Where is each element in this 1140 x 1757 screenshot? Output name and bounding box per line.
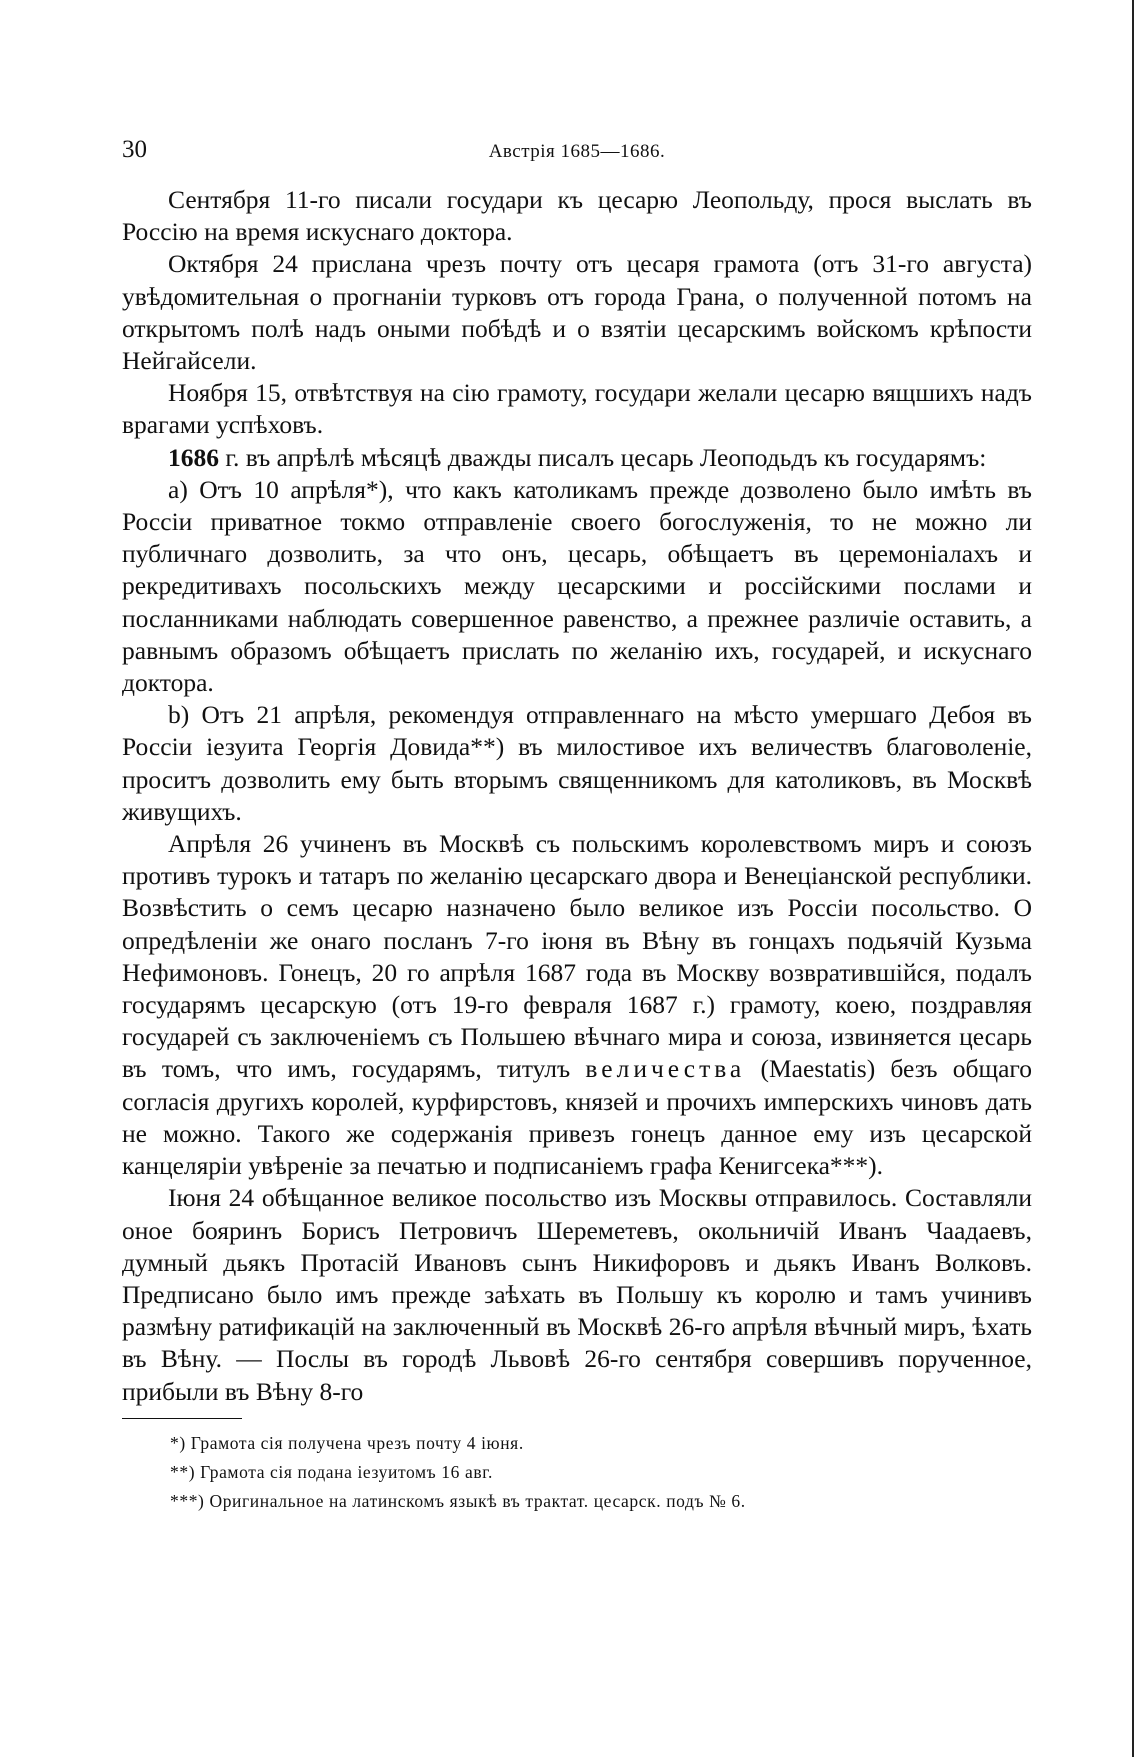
paragraph: Октября 24 прислана чрезъ почту отъ цесаря грамота (отъ 31-го августа) увѣдомительная о прогнаніи турковъ отъ города Грана, о полученной потомъ на открытомъ полѣ надъ оными побѣдѣ и о взятіи цесарскимъ войскомъ крѣпости Нейгайсели. — [122, 249, 1032, 376]
paragraph: Сентября 11-го писали государи къ цесарю Леопольду, прося выслать въ Россію на время искуснаго доктора. — [122, 185, 1032, 247]
paragraph — [122, 828, 1032, 1182]
book-page — [122, 132, 1032, 1516]
paragraph: a) Отъ 10 апрѣля*), что какъ католикамъ прежде дозволено было имѣть въ Россіи приватное токмо отправленіе своего богослуженія, то не можно ли публичнаго дозволить, за что онъ, цесарь, обѣщаетъ въ церемоніалахъ и рекредитивахъ посольскихъ между цесарскими и россійскими послами и посланниками наблюдать совершенное равенство, а прежнее различіе оставить, а равнымъ образомъ обѣщаетъ прислать по желанію ихъ, государей, и искуснаго доктора. — [122, 474, 1032, 698]
paragraph-text: (Maestatis) безъ общаго согласія другихъ королей, курфирстовъ, князей и прочихъ имперскихъ чиновъ дать не можно. Такого же содержанія привезъ гонецъ данное ему изъ цесарской канцеляріи увѣреніе за печатью и подписаніемъ графа Кенигсека***). — [122, 1054, 1032, 1181]
paragraph: Ноября 15, отвѣтствуя на сію грамоту, государи желали цесарю вящшихъ надъ врагами успѣховъ. — [122, 378, 1032, 440]
footnote-rule — [122, 1418, 242, 1419]
paragraph-text: г. въ апрѣлѣ мѣсяцѣ дважды писалъ цесарь Леоподьдъ къ государямъ: — [219, 442, 987, 472]
year-heading: 1686 — [168, 442, 219, 472]
running-title: Австрія 1685—1686. — [488, 141, 666, 162]
page-number: 30 — [122, 136, 147, 163]
paragraph — [122, 442, 1032, 474]
footnote: *) Грамота сія получена чрезъ почту 4 іюня. — [170, 1432, 524, 1453]
paragraph: Іюня 24 обѣщанное великое посольство изъ Москвы отправилось. Составляли оное бояринъ Борисъ Петровичъ Шереметевъ, окольничій Иванъ Чаадаевъ, думный дьякъ Протасій Ивановъ сынъ Никифоровъ и дьякъ Иванъ Волковъ. Предписано было имъ прежде заѣхать въ Польшу къ королю и тамъ учинивъ размѣну ратификацій на заключенный въ Москвѣ 26-го апрѣля вѣчный миръ, ѣхать въ Вѣну. — Послы въ городѣ Львовѣ 26-го сентября совершивъ порученное, прибыли въ Вѣну 8-го — [122, 1183, 1032, 1406]
footnote: ***) Оригинальное на латинскомъ языкѣ въ трактат. цесарск. подъ № 6. — [170, 1490, 746, 1511]
page-header — [122, 132, 1032, 172]
scan-edge-line — [1132, 0, 1134, 1757]
paragraph-text: Апрѣля 26 учиненъ въ Москвѣ съ польскимъ королевствомъ миръ и союзъ противъ турокъ и татаръ по желанію цесарскаго двора и Венеціанской республики. Возвѣстить о семъ цесарю назначено было великое изъ Россіи посольство. О опредѣленіи же онаго посланъ 7-го іюня въ Вѣну въ гонцахъ подьячій Кузьма Нефимоновъ. Гонецъ, 20 го апрѣля 1687 года въ Москву возвратившійся, подалъ государямъ цесарскую (отъ 19-го февраля 1687 г.) грамоту, коею, поздравляя государей съ заключеніемъ съ Польшею вѣчнаго мира и союза, извиняется цесарь въ томъ, что имъ, государямъ, титулъ — [122, 829, 1032, 1084]
paragraph: b) Отъ 21 апрѣля, рекомендуя отправленнаго на мѣсто умершаго Дебоя въ Россіи іезуита Георгія Довида**) въ милостивое ихъ величествъ благоволеніе, проситъ дозволить ему быть вторымъ священникомъ для католиковъ, въ Москвѣ живущихъ. — [122, 700, 1032, 826]
spaced-word: величества — [585, 1054, 746, 1084]
footnote: **) Грамота сія подана іезуитомъ 16 авг. — [170, 1461, 493, 1482]
footnotes — [122, 1429, 1032, 1516]
body-text — [122, 184, 1032, 1408]
